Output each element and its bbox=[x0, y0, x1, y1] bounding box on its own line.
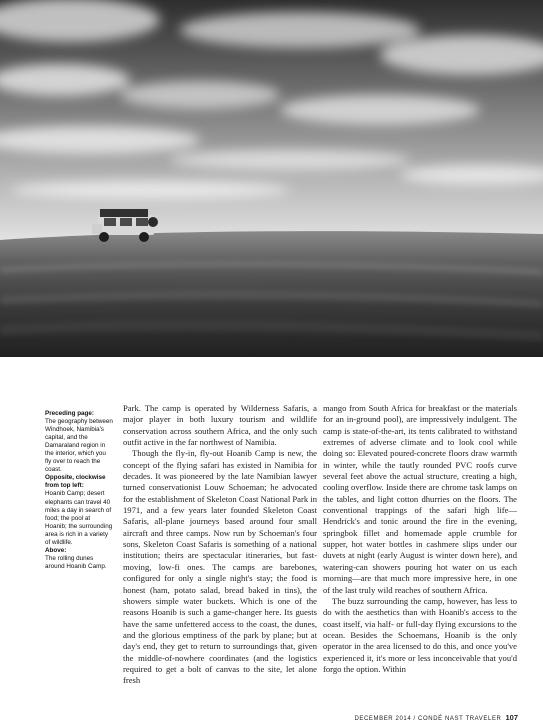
issue-line: DECEMBER 2014 / CONDÉ NAST TRAVELER bbox=[354, 716, 502, 722]
caption-label: Above: bbox=[45, 546, 67, 554]
caption-label: Opposite, clockwise from top left: bbox=[45, 474, 106, 490]
caption-text: The geography between Windhoek, Namibia's capital, and the Damaraland region in the interior, which you fly over to reach the coast. bbox=[45, 418, 113, 474]
caption-label: Preceding page: bbox=[45, 410, 94, 417]
caption-text: Hoanib Camp; desert elephants can travel 40 miles a day in search of food; the pool at Hoanib; the surrounding area is rich in a variety of wildlife. bbox=[45, 490, 113, 546]
paragraph: mango from South Africa for breakfast or the materials for an in-ground pool), are impressively indulgent. The camp is state-of-the-art, its tents calibrated to withstand extremes of adverse climate and to look cool while doing so: Elevated poured-concrete floors draw warmth in winter, while the tautly rounded PVC roofs curve several feet above the actual structure, creating a high, cooling overflow. Inside there are chrome task lamps on the tables, and light cotton dhurries on the floors. The conventional trappings of the safari high life—Hendrick's and tonic around the fire in the evening, springbok fillet and homemade apple crumble for supper, hot water bottles in cashmere slips under our duvets at night (early August is winter down here), and watering-can showers pouring hot water on us each morning—are that much more impressive here, in one of the last truly wild reaches of southern Africa. bbox=[323, 403, 517, 595]
paragraph: The buzz surrounding the camp, however, has less to do with the aesthetics than with Hoanib's access to the coast itself, via half- or full-day flying excursions to the ocean. Besides the Schoemans, Hoanib is the only operator in the area licensed to do this, and once you've experienced it, it's more or less inconceivable that you'd forgo the option. Within bbox=[323, 595, 517, 674]
caption-text: The rolling dunes around Hoanib Camp. bbox=[45, 554, 107, 570]
article-column-1 bbox=[123, 403, 317, 687]
paragraph: Park. The camp is operated by Wilderness Safaris, a major player in both luxury tourism and wildlife conservation across southern Africa, and the only such outfit active in the far northwest of Namibia. bbox=[123, 403, 317, 448]
desert-landscape-image bbox=[0, 0, 543, 357]
page-footer bbox=[348, 713, 518, 722]
paragraph: Though the fly-in, fly-out Hoanib Camp is new, the concept of the flying safari has existed in Namibia for decades. It was pioneered by the late Namibian lawyer turned conservationist Louw Schoeman; he advocated for the establishment of Skeleton Coast National Park in 1971, and a few years later founded Skeleton Coast Safaris, all-plane journeys based around four small aircraft and three camps. Now run by Schoeman's four sons, Skeleton Coast Safaris is something of a national institution; theirs are spectacular itineraries, but fast-moving, low-fi ones. The camps are barebones, configured for only a single night's stay; the food is honest (ham, potato salad, bread baked in tins), the showers simple water buckets. Which is one of the reasons Hoanib is such a game-changer here. Its guests have the same unfettered access to the coast, the dunes, and the glorious emptiness of the park by plane; but at day's end, they get to return to surroundings that, given the middle-of-nowhere coordinates (and the logistics required to get a bolt of canvas to the site, let alone fresh bbox=[123, 448, 317, 686]
page-number: 107 bbox=[505, 713, 518, 722]
photo-caption bbox=[45, 410, 113, 571]
hero-photo bbox=[0, 0, 543, 357]
article-column-2 bbox=[323, 403, 517, 675]
